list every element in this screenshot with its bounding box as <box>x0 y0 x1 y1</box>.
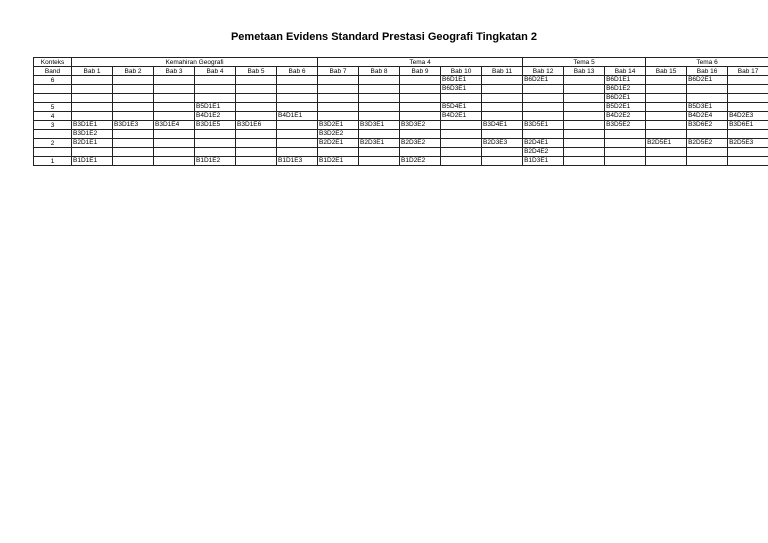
evidence-cell <box>154 148 195 157</box>
evidence-cell <box>482 148 523 157</box>
evidence-cell: B3D3E1 <box>359 121 400 130</box>
evidence-cell <box>441 139 482 148</box>
evidence-cell <box>564 112 605 121</box>
evidence-cell: B3D1E4 <box>154 121 195 130</box>
evidence-cell <box>277 103 318 112</box>
evidence-cell: B1D1E2 <box>195 157 236 166</box>
evidence-cell: B4D2E1 <box>441 112 482 121</box>
evidence-cell: B6D1E1 <box>605 76 646 85</box>
evidence-cell <box>523 103 564 112</box>
evidence-cell <box>236 148 277 157</box>
evidence-cell: B3D4E1 <box>482 121 523 130</box>
evidence-cell <box>400 85 441 94</box>
evidence-cell <box>236 94 277 103</box>
evidence-cell <box>482 157 523 166</box>
band-row <box>34 121 768 130</box>
evidence-cell: B4D2E4 <box>687 112 728 121</box>
evidence-cell <box>646 121 687 130</box>
evidence-cell <box>441 121 482 130</box>
evidence-cell <box>400 148 441 157</box>
evidence-cell <box>605 148 646 157</box>
evidence-cell: B2D4E1 <box>523 139 564 148</box>
band-label: 3 <box>34 121 72 130</box>
evidence-cell <box>564 121 605 130</box>
evidence-cell <box>728 157 768 166</box>
evidence-cell: B2D3E1 <box>359 139 400 148</box>
evidence-cell <box>482 76 523 85</box>
evidence-cell <box>154 139 195 148</box>
band-row <box>34 148 768 157</box>
evidence-cell: B3D1E2 <box>72 130 113 139</box>
evidence-cell: B2D1E1 <box>72 139 113 148</box>
chapter-header: Bab 12 <box>523 67 564 76</box>
evidence-cell: B3D3E2 <box>400 121 441 130</box>
evidence-cell <box>564 130 605 139</box>
evidence-cell <box>359 112 400 121</box>
evidence-cell <box>646 103 687 112</box>
evidence-cell <box>154 85 195 94</box>
evidence-cell <box>154 130 195 139</box>
evidence-cell <box>441 94 482 103</box>
evidence-cell <box>113 157 154 166</box>
evidence-cell: B1D3E1 <box>523 157 564 166</box>
evidence-cell: B6D2E1 <box>605 94 646 103</box>
chapter-header: Bab 10 <box>441 67 482 76</box>
evidence-cell <box>646 85 687 94</box>
evidence-cell <box>605 157 646 166</box>
page-title: Pemetaan Evidens Standard Prestasi Geografi Tingkatan 2 <box>230 31 538 43</box>
evidence-cell <box>359 148 400 157</box>
evidence-cell: B3D6E2 <box>687 121 728 130</box>
evidence-cell <box>687 94 728 103</box>
evidence-cell <box>687 85 728 94</box>
evidence-cell: B1D2E2 <box>400 157 441 166</box>
evidence-cell: B3D1E5 <box>195 121 236 130</box>
band-row <box>34 112 768 121</box>
band-row <box>34 85 768 94</box>
evidence-cell <box>72 76 113 85</box>
evidence-cell <box>564 157 605 166</box>
band-row <box>34 103 768 112</box>
evidence-cell <box>195 139 236 148</box>
evidence-cell <box>277 130 318 139</box>
evidence-cell <box>113 139 154 148</box>
evidence-cell <box>400 112 441 121</box>
evidence-cell <box>728 76 768 85</box>
evidence-cell <box>154 94 195 103</box>
evidence-cell: B6D2E1 <box>523 76 564 85</box>
theme-group-header: Kemahiran Geografi <box>72 58 318 67</box>
evidence-cell <box>728 148 768 157</box>
band-label <box>34 148 72 157</box>
chapter-header: Bab 8 <box>359 67 400 76</box>
evidence-cell <box>523 130 564 139</box>
band-row <box>34 94 768 103</box>
evidence-cell <box>359 157 400 166</box>
evidence-cell <box>728 85 768 94</box>
evidence-cell <box>195 76 236 85</box>
evidence-cell: B4D2E3 <box>728 112 768 121</box>
chapter-header: Bab 4 <box>195 67 236 76</box>
evidence-cell: B1D2E1 <box>318 157 359 166</box>
evidence-cell <box>195 85 236 94</box>
evidence-cell <box>318 94 359 103</box>
evidence-cell <box>154 112 195 121</box>
evidence-cell: B6D1E2 <box>605 85 646 94</box>
evidence-cell <box>523 85 564 94</box>
evidence-cell <box>113 112 154 121</box>
evidence-cell <box>482 130 523 139</box>
evidence-cell <box>318 112 359 121</box>
evidence-cell <box>359 85 400 94</box>
evidence-cell <box>113 103 154 112</box>
evidence-cell: B5D2E1 <box>605 103 646 112</box>
evidence-cell <box>564 139 605 148</box>
evidence-cell <box>400 76 441 85</box>
band-label: 1 <box>34 157 72 166</box>
evidence-cell <box>318 103 359 112</box>
evidence-cell: B1D1E3 <box>277 157 318 166</box>
evidence-cell: B3D2E1 <box>318 121 359 130</box>
evidence-cell <box>646 76 687 85</box>
evidence-cell <box>359 76 400 85</box>
evidence-cell <box>400 130 441 139</box>
evidence-cell <box>523 94 564 103</box>
evidence-cell: B2D3E3 <box>482 139 523 148</box>
chapter-header: Bab 13 <box>564 67 605 76</box>
chapter-header-row <box>34 67 768 76</box>
evidence-cell <box>564 103 605 112</box>
band-label: 4 <box>34 112 72 121</box>
evidence-cell <box>72 148 113 157</box>
evidence-cell <box>277 85 318 94</box>
evidence-cell <box>564 76 605 85</box>
evidence-cell <box>728 94 768 103</box>
evidence-cell <box>441 148 482 157</box>
evidence-cell <box>195 130 236 139</box>
evidence-cell <box>277 121 318 130</box>
chapter-header: Bab 11 <box>482 67 523 76</box>
evidence-cell <box>236 130 277 139</box>
evidence-cell: B3D1E1 <box>72 121 113 130</box>
konteks-header: Konteks <box>34 58 72 67</box>
evidence-cell <box>441 130 482 139</box>
evidence-cell: B2D5E3 <box>728 139 768 148</box>
evidence-cell: B2D4E2 <box>523 148 564 157</box>
evidence-cell <box>646 157 687 166</box>
band-label: 6 <box>34 76 72 85</box>
evidence-cell <box>564 85 605 94</box>
evidence-cell: B4D2E2 <box>605 112 646 121</box>
evidence-cell <box>564 94 605 103</box>
theme-group-header: Tema 5 <box>523 58 646 67</box>
chapter-header: Bab 1 <box>72 67 113 76</box>
evidence-cell <box>195 148 236 157</box>
evidence-cell <box>277 76 318 85</box>
evidence-cell <box>605 130 646 139</box>
chapter-header: Bab 17 <box>728 67 768 76</box>
evidence-cell <box>113 76 154 85</box>
evidence-cell <box>113 148 154 157</box>
evidence-cell <box>728 103 768 112</box>
evidence-cell: B6D2E1 <box>687 76 728 85</box>
chapter-header: Bab 7 <box>318 67 359 76</box>
evidence-cell: B6D3E1 <box>441 85 482 94</box>
evidence-cell: B4D1E2 <box>195 112 236 121</box>
evidence-cell <box>482 94 523 103</box>
evidence-cell: B4D1E1 <box>277 112 318 121</box>
band-row <box>34 76 768 85</box>
evidence-cell <box>236 103 277 112</box>
evidence-cell <box>154 76 195 85</box>
evidence-cell: B3D6E1 <box>728 121 768 130</box>
band-label <box>34 94 72 103</box>
chapter-header: Bab 14 <box>605 67 646 76</box>
chapter-header: Bab 16 <box>687 67 728 76</box>
evidence-cell <box>318 76 359 85</box>
theme-group-header: Tema 6 <box>646 58 768 67</box>
evidence-cell <box>646 148 687 157</box>
evidence-cell: B2D3E2 <box>400 139 441 148</box>
evidence-cell: B3D1E3 <box>113 121 154 130</box>
band-row <box>34 157 768 166</box>
chapter-header: Bab 6 <box>277 67 318 76</box>
chapter-header: Bab 15 <box>646 67 687 76</box>
evidence-cell <box>318 148 359 157</box>
evidence-cell <box>605 139 646 148</box>
evidence-cell <box>236 157 277 166</box>
evidence-cell: B2D5E2 <box>687 139 728 148</box>
evidence-cell <box>236 112 277 121</box>
evidence-cell: B1D1E1 <box>72 157 113 166</box>
evidence-cell <box>72 85 113 94</box>
evidence-cell: B3D2E2 <box>318 130 359 139</box>
band-row <box>34 130 768 139</box>
band-label <box>34 130 72 139</box>
evidence-cell <box>277 139 318 148</box>
evidence-cell <box>646 94 687 103</box>
chapter-header: Bab 5 <box>236 67 277 76</box>
evidence-cell <box>359 103 400 112</box>
evidence-cell: B2D5E1 <box>646 139 687 148</box>
evidence-cell <box>646 130 687 139</box>
evidence-cell <box>687 148 728 157</box>
evidence-cell <box>359 130 400 139</box>
evidence-cell <box>687 157 728 166</box>
evidence-cell <box>154 157 195 166</box>
evidence-cell <box>236 85 277 94</box>
evidence-cell: B5D1E1 <box>195 103 236 112</box>
evidence-cell <box>236 76 277 85</box>
evidence-cell <box>113 85 154 94</box>
evidence-cell <box>113 130 154 139</box>
theme-header-row <box>34 58 768 67</box>
evidence-cell <box>482 85 523 94</box>
evidence-cell: B3D5E1 <box>523 121 564 130</box>
evidence-cell <box>277 148 318 157</box>
evidence-cell <box>482 103 523 112</box>
evidence-cell <box>482 112 523 121</box>
evidence-mapping-table <box>33 57 768 166</box>
chapter-header: Bab 9 <box>400 67 441 76</box>
evidence-cell: B3D5E2 <box>605 121 646 130</box>
chapter-header: Bab 2 <box>113 67 154 76</box>
evidence-cell <box>646 112 687 121</box>
band-row <box>34 139 768 148</box>
evidence-cell: B3D1E6 <box>236 121 277 130</box>
evidence-cell <box>400 94 441 103</box>
evidence-cell <box>154 103 195 112</box>
band-header: Band <box>34 67 72 76</box>
evidence-cell <box>728 130 768 139</box>
evidence-cell: B5D4E1 <box>441 103 482 112</box>
evidence-cell <box>236 139 277 148</box>
band-label: 5 <box>34 103 72 112</box>
chapter-header: Bab 3 <box>154 67 195 76</box>
evidence-cell <box>195 94 236 103</box>
evidence-cell <box>277 94 318 103</box>
evidence-cell <box>318 85 359 94</box>
evidence-cell <box>72 112 113 121</box>
band-label <box>34 85 72 94</box>
band-label: 2 <box>34 139 72 148</box>
evidence-cell <box>564 148 605 157</box>
evidence-cell <box>400 103 441 112</box>
evidence-cell: B5D3E1 <box>687 103 728 112</box>
evidence-cell <box>523 112 564 121</box>
evidence-cell: B6D1E1 <box>441 76 482 85</box>
evidence-cell: B2D2E1 <box>318 139 359 148</box>
evidence-cell <box>113 94 154 103</box>
evidence-cell <box>72 94 113 103</box>
evidence-cell <box>687 130 728 139</box>
evidence-cell <box>441 157 482 166</box>
evidence-cell <box>359 94 400 103</box>
evidence-cell <box>72 103 113 112</box>
theme-group-header: Tema 4 <box>318 58 523 67</box>
